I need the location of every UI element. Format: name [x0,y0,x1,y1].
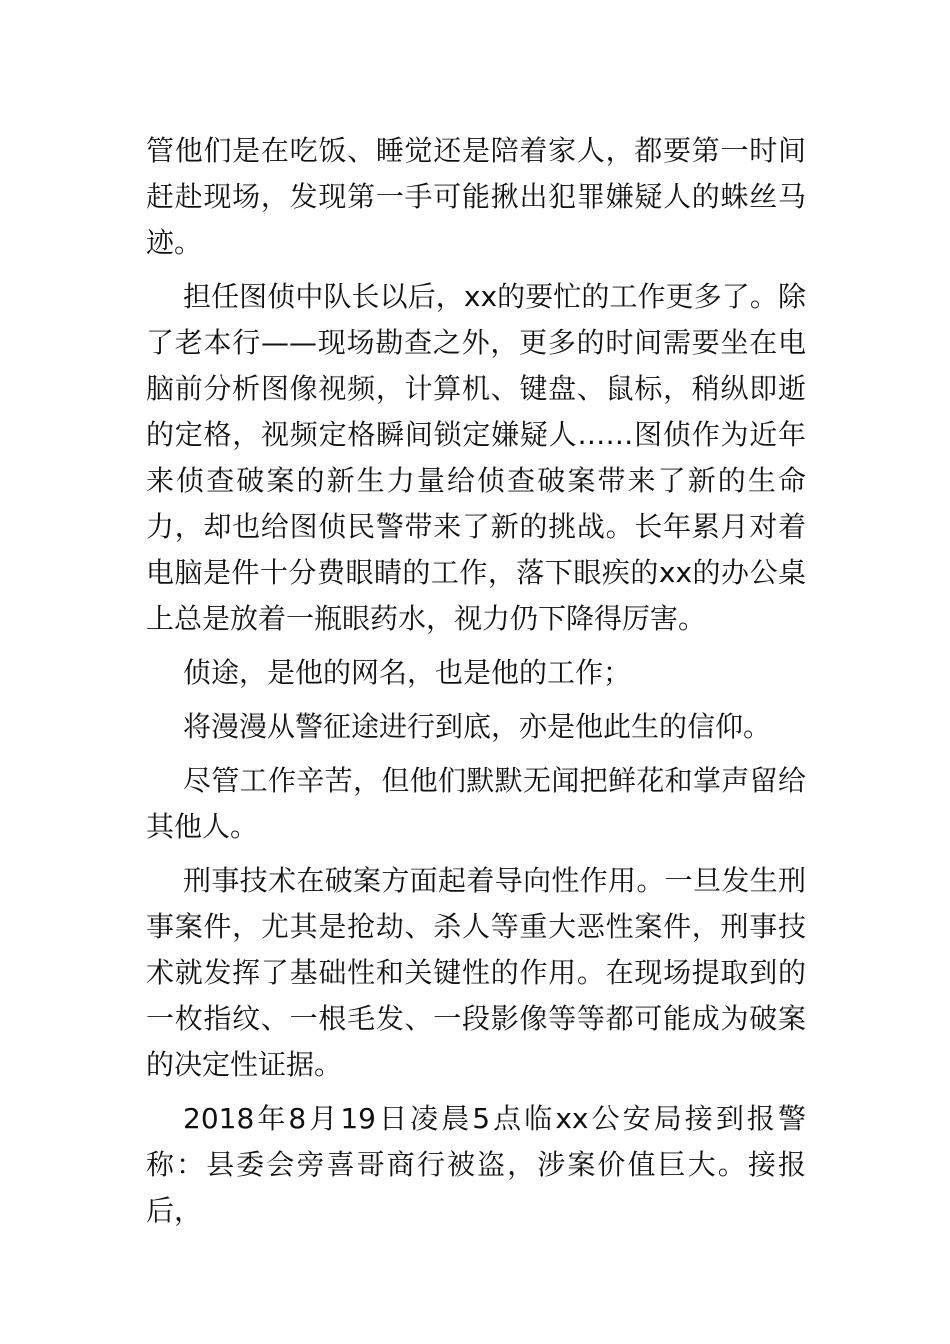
paragraph-1: 管他们是在吃饭、睡觉还是陪着家人，都要第一时间赶赴现场，发现第一手可能揪出犯罪嫌疑人的蛛丝马迹。 [146,134,806,259]
paragraph-7: 2018年8月19日凌晨5点临xx公安局接到报警称：县委会旁喜哥商行被盗，涉案价值巨大。接报后， [146,1102,806,1227]
paragraph-3: 侦途，是他的网名，也是他的工作； [183,656,632,689]
document-body [146,128,806,1242]
paragraph-6: 刑事技术在破案方面起着导向性作用。一旦发生刑事案件，尤其是抢劫、杀人等重大恶性案件，刑事技术就发挥了基础性和关键性的作用。在现场提取到的一枚指纹、一根毛发、一段影像等等都可能成为破案的决定性证据。 [146,864,806,1081]
paragraph-4: 将漫漫从警征途进行到底，亦是他此生的信仰。 [183,710,772,743]
paragraph-5: 尽管工作辛苦，但他们默默无闻把鲜花和掌声留给其他人。 [146,764,806,843]
paragraph-2: 担任图侦中队长以后，xx的要忙的工作更多了。除了老本行——现场勘查之外，更多的时间需要坐在电脑前分析图像视频，计算机、键盘、鼠标，稍纵即逝的定格，视频定格瞬间锁定嫌疑人……图侦作为近年来侦查破案的新生力量给侦查破案带来了新的生命力，却也给图侦民警带来了新的挑战。长年累月对着电脑是件十分费眼睛的工作，落下眼疾的xx的办公桌上总是放着一瓶眼药水，视力仍下降得厉害。 [146,280,806,635]
